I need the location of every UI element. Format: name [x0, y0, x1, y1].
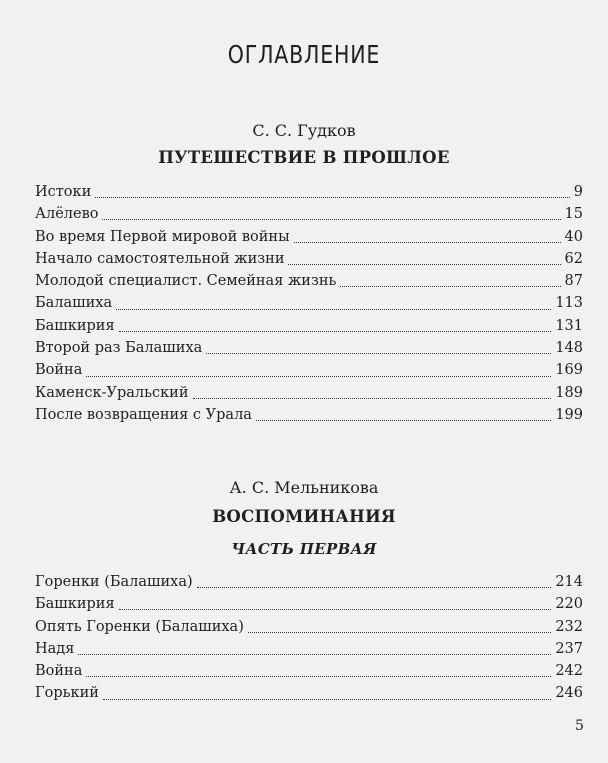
toc-entry[interactable]	[35, 181, 583, 203]
section1-title: ПУТЕШЕСТВИЕ В ПРОШЛОЕ	[158, 148, 450, 167]
page-title: ОГЛАВЛЕНИЕ	[227, 40, 381, 69]
page-number: 5	[575, 718, 584, 734]
leader-dots	[206, 352, 551, 354]
toc-entry-page: 131	[555, 317, 583, 334]
toc-entry-page: 40	[564, 228, 583, 245]
toc-entry-title: Истоки	[35, 184, 92, 200]
toc-entry-title: Опять Горенки (Балашиха)	[35, 618, 244, 635]
leader-dots	[119, 608, 552, 610]
toc-entry[interactable]	[35, 248, 583, 270]
toc-entry[interactable]	[35, 571, 583, 593]
toc-entry-page: 246	[555, 685, 583, 702]
toc-entry-page: 242	[555, 663, 583, 680]
toc-entry[interactable]	[35, 382, 583, 404]
toc-entry-title: Горенки (Балашиха)	[35, 574, 193, 590]
toc-entry[interactable]	[35, 660, 583, 682]
toc-entry-page: 232	[555, 618, 583, 635]
toc-entry[interactable]	[35, 203, 583, 225]
toc-entry[interactable]	[35, 226, 583, 248]
leader-dots	[294, 241, 561, 243]
toc-entry-title: Молодой специалист. Семейная жизнь	[35, 273, 337, 290]
leader-dots	[95, 196, 570, 198]
leader-dots	[86, 675, 551, 677]
toc-entry-page: 87	[564, 273, 583, 290]
leader-dots	[256, 419, 551, 421]
toc-entry-title: Второй раз Балашиха	[35, 340, 203, 357]
section2-part-title: ЧАСТЬ ПЕРВАЯ	[231, 540, 377, 558]
toc-entry-page: 148	[555, 340, 583, 357]
toc-entry-title: Война	[35, 362, 83, 379]
toc-entry-title: Каменск-Уральский	[35, 384, 189, 401]
leader-dots	[248, 631, 551, 633]
toc-entry[interactable]	[35, 593, 583, 615]
toc-entry-page: 237	[555, 640, 583, 657]
toc-entry-page: 62	[564, 250, 583, 267]
toc-entry[interactable]	[35, 270, 583, 292]
toc-entry-page: 199	[555, 406, 583, 423]
section1-toc	[35, 181, 583, 426]
toc-entry-page: 9	[573, 184, 583, 200]
toc-entry-title: После возвращения с Урала	[35, 406, 252, 423]
toc-entry[interactable]	[35, 682, 583, 704]
toc-entry[interactable]	[35, 292, 583, 314]
toc-entry-title: Алёлево	[35, 206, 99, 223]
leader-dots	[103, 698, 551, 700]
toc-entry[interactable]	[35, 638, 583, 660]
toc-entry-title: Начало самостоятельной жизни	[35, 250, 285, 267]
leader-dots	[78, 653, 551, 655]
toc-entry-title: Башкирия	[35, 596, 115, 613]
toc-entry-title: Башкирия	[35, 317, 115, 334]
toc-entry-title: Надя	[35, 640, 75, 657]
leader-dots	[197, 586, 552, 588]
toc-entry-page: 113	[555, 295, 583, 312]
toc-entry-page: 214	[555, 574, 583, 590]
toc-entry-title: Балашиха	[35, 295, 113, 312]
toc-entry-title: Во время Первой мировой войны	[35, 228, 290, 245]
section1-author: С. С. Гудков	[252, 121, 356, 140]
toc-entry-title: Горький	[35, 685, 99, 702]
toc-entry-page: 220	[555, 596, 583, 613]
toc-entry[interactable]	[35, 315, 583, 337]
toc-entry[interactable]	[35, 337, 583, 359]
leader-dots	[340, 285, 560, 287]
leader-dots	[119, 330, 552, 332]
leader-dots	[102, 218, 560, 220]
toc-entry[interactable]	[35, 359, 583, 381]
toc-entry-title: Война	[35, 663, 83, 680]
toc-entry-page: 169	[555, 362, 583, 379]
section2-title: ВОСПОМИНАНИЯ	[212, 507, 396, 526]
toc-entry[interactable]	[35, 616, 583, 638]
leader-dots	[288, 263, 560, 265]
toc-entry[interactable]	[35, 404, 583, 426]
leader-dots	[193, 397, 552, 399]
toc-entry-page: 15	[564, 206, 583, 223]
toc-entry-page: 189	[555, 384, 583, 401]
leader-dots	[86, 375, 551, 377]
section2-toc	[35, 571, 583, 705]
leader-dots	[116, 308, 551, 310]
section2-author: А. С. Мельникова	[229, 478, 379, 497]
